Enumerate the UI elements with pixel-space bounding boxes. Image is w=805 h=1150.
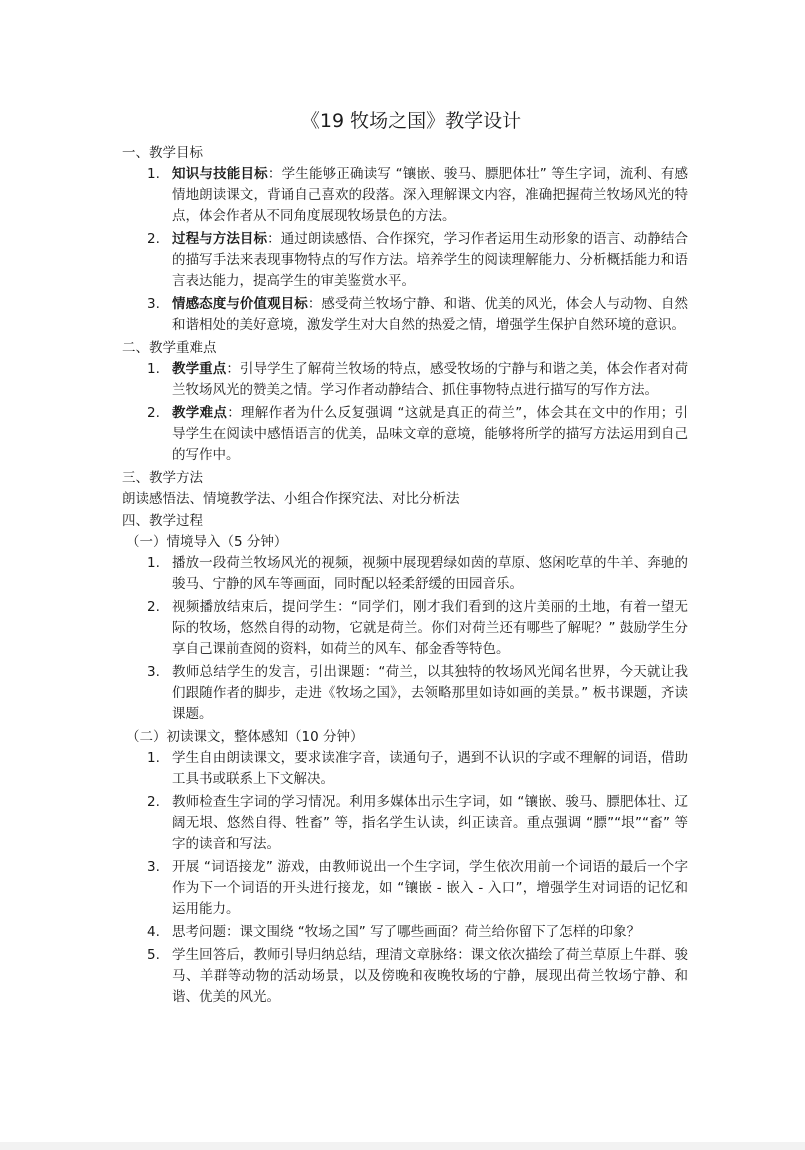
list-item: 2. 视频播放结束后，提问学生：“同学们，刚才我们看到的这片美丽的土地，有着一望无际的牧场，悠然自得的动物，它就是荷兰。你们对荷兰还有哪些了解呢？” 鼓励学生分享自己课前查阅的资料，如荷兰的风车、郁金香等特色。 [147,599,688,657]
item-text: 视频播放结束后，提问学生：“同学们，刚才我们看到的这片美丽的土地，有着一望无际的牧场，悠然自得的动物，它就是荷兰。你们对荷兰还有哪些了解呢？” 鼓励学生分享自己课前查阅的资料，如荷兰的风车、郁金香等特色。 [172,599,688,657]
subsection-heading-first-reading: （二）初读课文，整体感知（10 分钟） [126,729,364,745]
key-points-list [122,359,688,466]
list-item: 1. 教学重点：引导学生了解荷兰牧场的特点，感受牧场的宁静与和谐之美，体会作者对荷兰牧场风光的赞美之情。学习作者动静结合、抓住事物特点进行描写的写作方法。 [147,361,689,398]
item-label: 教学难点 [172,405,228,421]
intro-steps-list [122,553,688,725]
item-text: 播放一段荷兰牧场风光的视频，视频中展现碧绿如茵的草原、悠闲吃草的牛羊、奔驰的骏马、宁静的风车等画面，同时配以轻柔舒缓的田园音乐。 [172,555,688,592]
section-heading-objectives: 一、教学目标 [122,145,203,161]
list-item: 2. 教学难点：理解作者为什么反复强调 “这就是真正的荷兰”，体会其在文中的作用；引导学生在阅读中感悟语言的优美，品味文章的意境，能够将所学的描写方法运用到自己的写作中。 [147,405,688,463]
document-title: 《19 牧场之国》教学设计 [300,110,522,132]
list-item: 4. 思考问题：课文围绕 “牧场之国” 写了哪些画面？荷兰给你留下了怎样的印象？ [147,924,641,940]
list-item: 3. 情感态度与价值观目标：感受荷兰牧场宁静、和谐、优美的风光，体会人与动物、自然和谐相处的美好意境，激发学生对大自然的热爱之情，增强学生保护自然环境的意识。 [147,296,689,333]
section-heading-methods: 三、教学方法 [122,470,203,486]
item-text: ：通过朗读感悟、合作探究，学习作者运用生动形象的语言、动静结合的描写手法来表现事物特点的写作方法。培养学生的阅读理解能力、分析概括能力和语言表达能力，提高学生的审美鉴赏水平。 [172,231,689,289]
subsection-heading-intro: （一）情境导入（5 分钟） [126,534,288,550]
list-item: 2. 教师检查生字词的学习情况。利用多媒体出示生字词，如 “镶嵌、骏马、膘肥体壮、辽阔无垠、悠然自得、牲畜” 等，指名学生认读，纠正读音。重点强调 “膘”“垠”“畜” 等字的读音和写法。 [147,794,688,852]
item-label: 过程与方法目标 [172,231,268,247]
list-item: 3. 开展 “词语接龙” 游戏，由教师说出一个生字词，学生依次用前一个词语的最后一个字作为下一个词语的开头进行接龙，如 “镶嵌 - 嵌入 - 入口”，增强学生对词语的记忆和运用能力。 [147,859,688,917]
item-text: 教师检查生字词的学习情况。利用多媒体出示生字词，如 “镶嵌、骏马、膘肥体壮、辽阔无垠、悠然自得、牲畜” 等，指名学生认读，纠正读音。重点强调 “膘”“垠”“畜” 等字的读音和写法。 [172,794,688,852]
objectives-list [122,164,688,336]
section-heading-key-points: 二、教学重难点 [122,340,217,356]
item-text: 学生自由朗读课文，要求读准字音，读通句子，遇到不认识的字或不理解的词语，借助工具书或联系上下文解决。 [172,750,688,787]
first-reading-steps-list [122,748,688,1008]
list-item: 1. 知识与技能目标：学生能够正确读写 “镶嵌、骏马、膘肥体壮” 等生字词，流利、有感情地朗读课文，背诵自己喜欢的段落。深入理解课文内容，准确把握荷兰牧场风光的特点，体会作者从不同角度展现牧场景色的方法。 [147,166,688,224]
list-item: 5. 学生回答后，教师引导归纳总结，理清文章脉络：课文依次描绘了荷兰草原上牛群、骏马、羊群等动物的活动场景，以及傍晚和夜晚牧场的宁静，展现出荷兰牧场宁静、和谐、优美的风光。 [147,947,688,1005]
section-heading-process: 四、教学过程 [122,513,203,529]
item-label: 情感态度与价值观目标 [172,296,308,312]
document-body [122,107,688,1010]
item-label: 知识与技能目标 [172,166,268,182]
item-text: ：学生能够正确读写 “镶嵌、骏马、膘肥体壮” 等生字词，流利、有感情地朗读课文，背诵自己喜欢的段落。深入理解课文内容，准确把握荷兰牧场风光的特点，体会作者从不同角度展现牧场景色的方法。 [172,166,688,224]
list-item: 1. 学生自由朗读课文，要求读准字音，读通句子，遇到不认识的字或不理解的词语，借助工具书或联系上下文解决。 [147,750,688,787]
item-text: 开展 “词语接龙” 游戏，由教师说出一个生字词，学生依次用前一个词语的最后一个字作为下一个词语的开头进行接龙，如 “镶嵌 - 嵌入 - 入口”，增强学生对词语的记忆和运用能力。 [172,859,688,917]
methods-text: 朗读感悟法、情境教学法、小组合作探究法、对比分析法 [122,491,460,507]
item-text: 教师总结学生的发言，引出课题：“荷兰，以其独特的牧场风光闻名世界，今天就让我们跟随作者的脚步，走进《牧场之国》，去领略那里如诗如画的美景。” 板书课题，齐读课题。 [172,664,688,722]
list-item: 2. 过程与方法目标：通过朗读感悟、合作探究，学习作者运用生动形象的语言、动静结合的描写手法来表现事物特点的写作方法。培养学生的阅读理解能力、分析概括能力和语言表达能力，提高学生的审美鉴赏水平。 [147,231,689,289]
list-item: 1. 播放一段荷兰牧场风光的视频，视频中展现碧绿如茵的草原、悠闲吃草的牛羊、奔驰的骏马、宁静的风车等画面，同时配以轻柔舒缓的田园音乐。 [147,555,688,592]
list-item: 3. 教师总结学生的发言，引出课题：“荷兰，以其独特的牧场风光闻名世界，今天就让我们跟随作者的脚步，走进《牧场之国》，去领略那里如诗如画的美景。” 板书课题，齐读课题。 [147,664,688,722]
item-text: ：引导学生了解荷兰牧场的特点，感受牧场的宁静与和谐之美，体会作者对荷兰牧场风光的赞美之情。学习作者动静结合、抓住事物特点进行描写的写作方法。 [172,361,689,398]
item-text: 思考问题：课文围绕 “牧场之国” 写了哪些画面？荷兰给你留下了怎样的印象？ [172,924,641,940]
item-text: ：理解作者为什么反复强调 “这就是真正的荷兰”，体会其在文中的作用；引导学生在阅读中感悟语言的优美，品味文章的意境，能够将所学的描写方法运用到自己的写作中。 [172,405,688,463]
item-text: ：感受荷兰牧场宁静、和谐、优美的风光，体会人与动物、自然和谐相处的美好意境，激发学生对大自然的热爱之情，增强学生保护自然环境的意识。 [172,296,689,333]
item-label: 教学重点 [172,361,227,377]
item-text: 学生回答后，教师引导归纳总结，理清文章脉络：课文依次描绘了荷兰草原上牛群、骏马、羊群等动物的活动场景，以及傍晚和夜晚牧场的宁静，展现出荷兰牧场宁静、和谐、优美的风光。 [172,947,688,1005]
